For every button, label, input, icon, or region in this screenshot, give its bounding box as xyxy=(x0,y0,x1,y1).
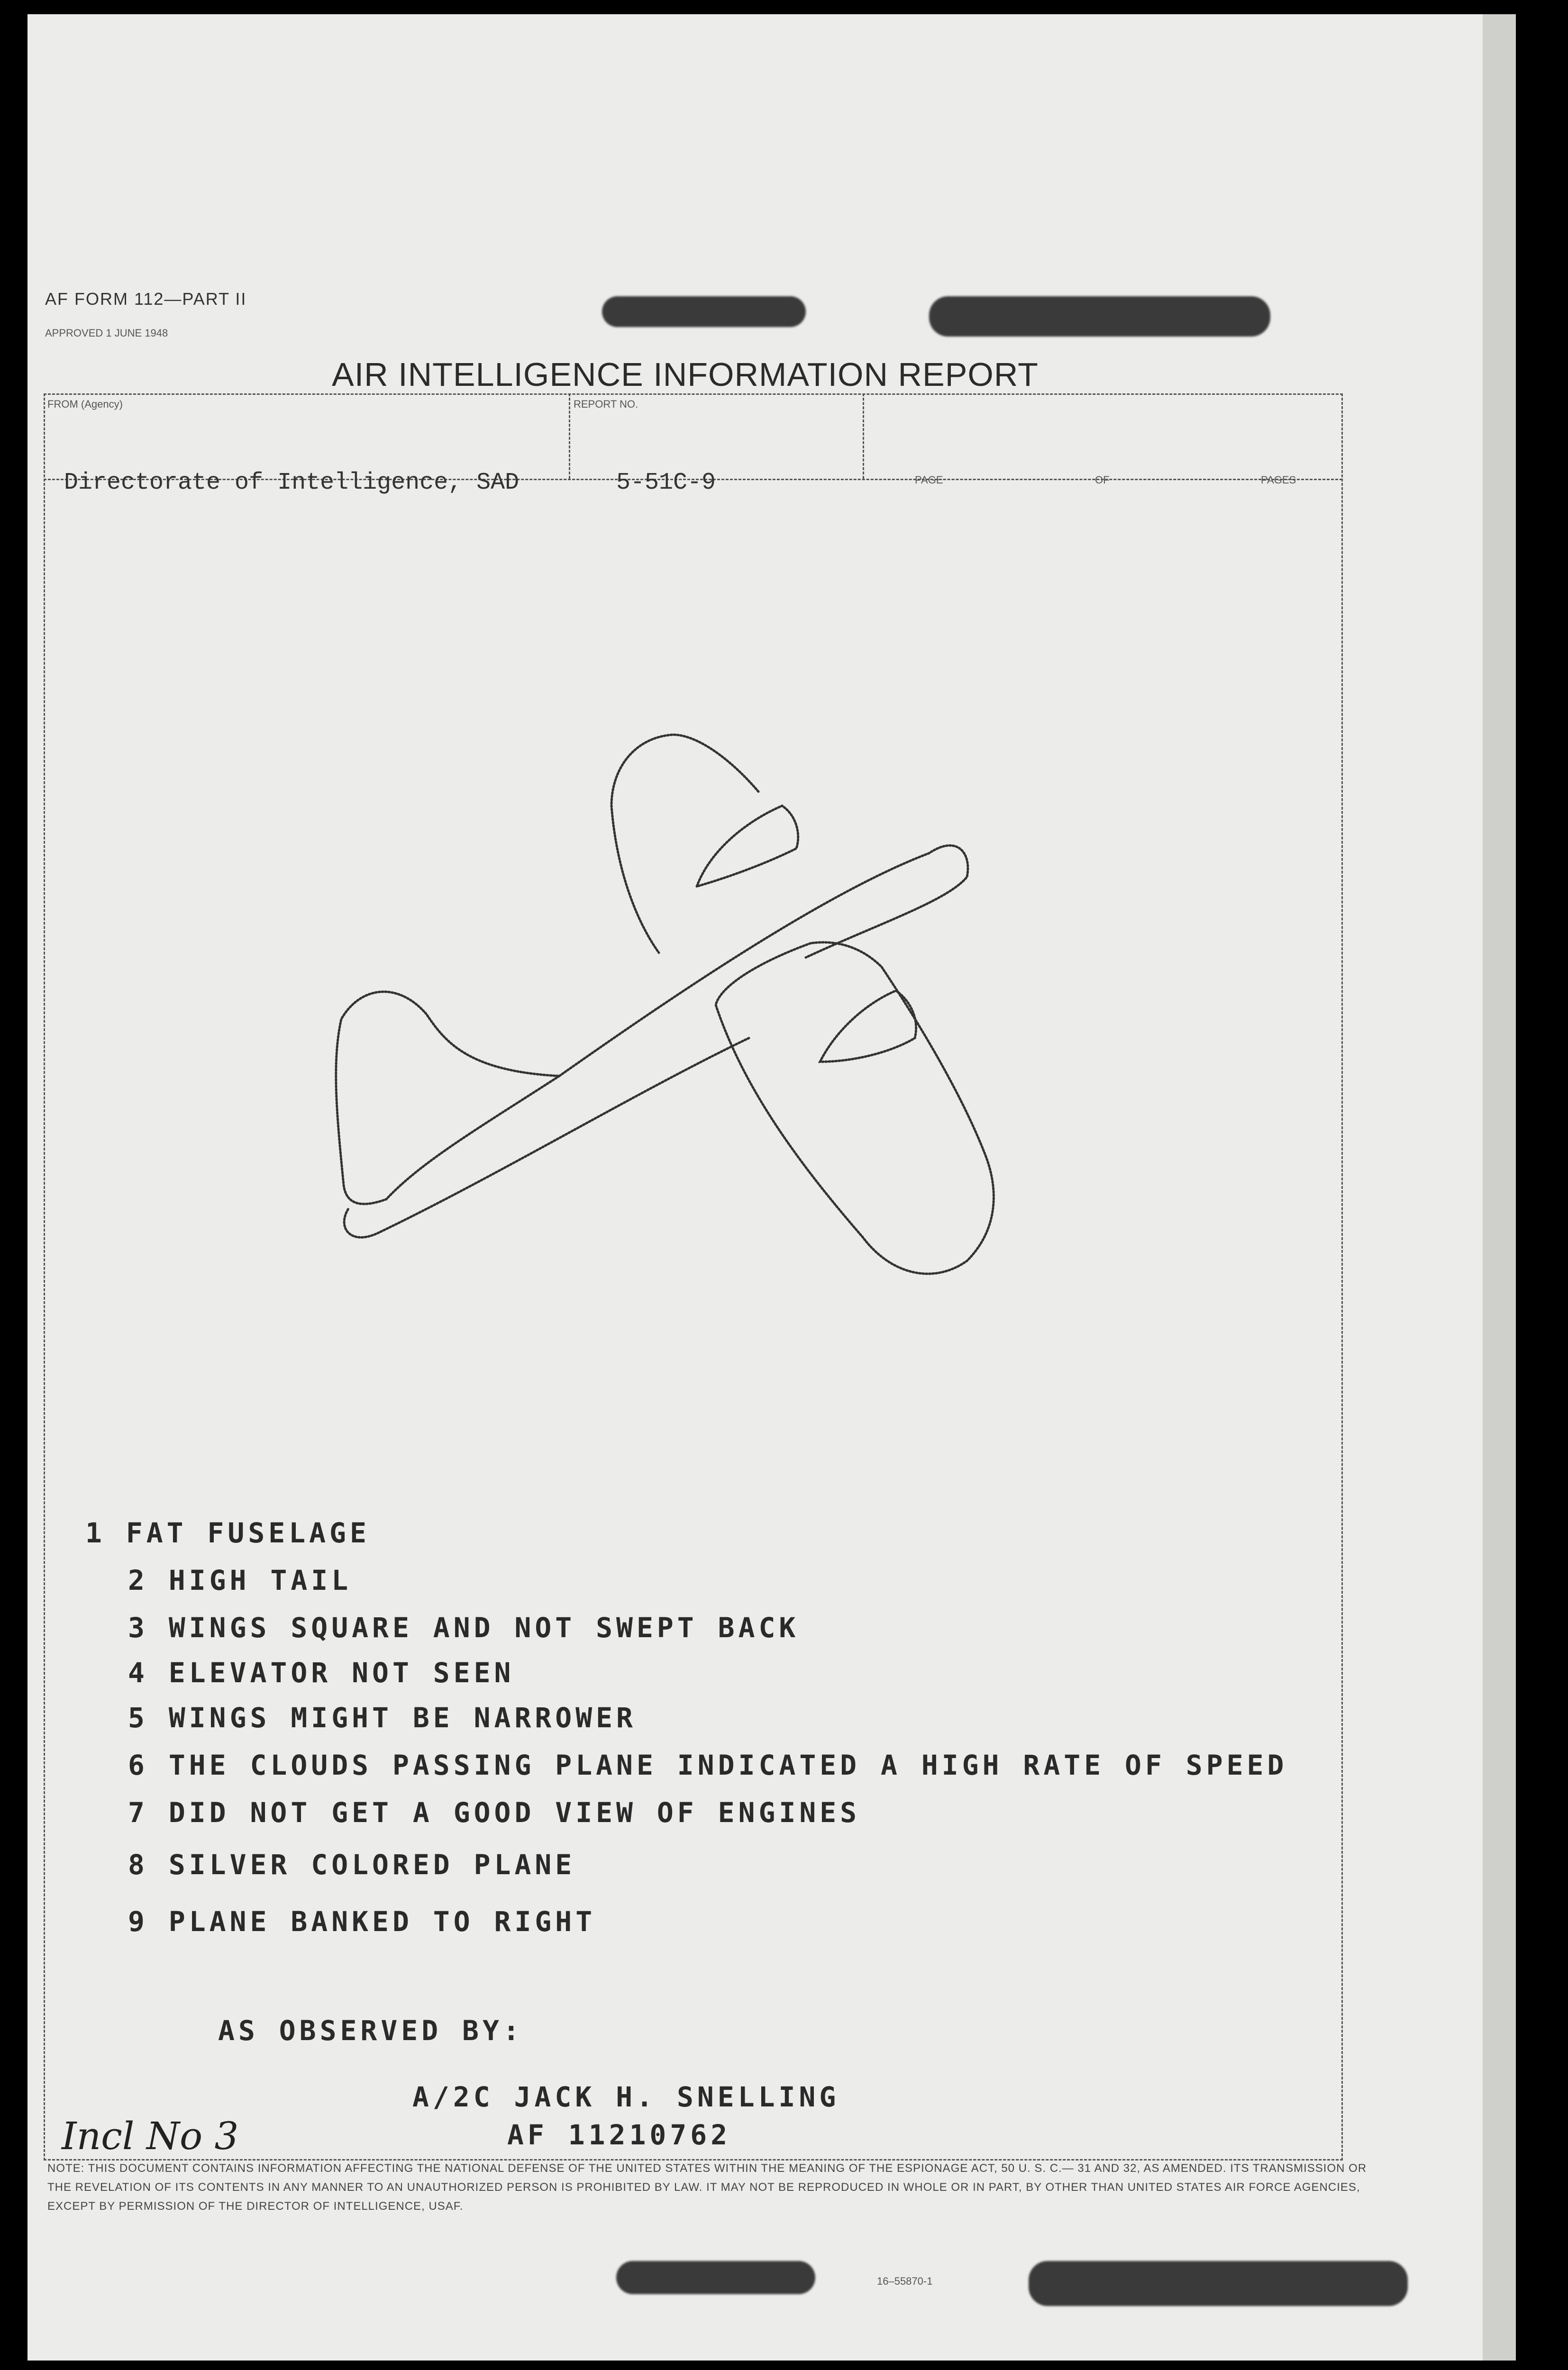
form-title: AIR INTELLIGENCE INFORMATION REPORT xyxy=(332,356,1039,393)
upper-wing xyxy=(611,735,758,953)
footer-form-number: 16–55870-1 xyxy=(877,2275,933,2287)
observation-item-3: 3 WINGS SQUARE AND NOT SWEPT BACK xyxy=(128,1612,800,1644)
handwritten-inclosure-note: Incl No 3 xyxy=(62,2114,239,2158)
report-no-label: REPORT NO. xyxy=(574,398,638,410)
redaction-bottom-classification xyxy=(616,2261,815,2294)
form-id: AF FORM 112—PART II xyxy=(45,289,247,309)
observed-by-label: AS OBSERVED BY: xyxy=(218,2014,523,2047)
from-value: Directorate of Intelligence, SAD xyxy=(64,469,520,496)
report-no-value: 5-51C-9 xyxy=(616,469,716,496)
observer-name: A/2C JACK H. SNELLING xyxy=(412,2081,840,2113)
observation-item-6: 6 THE CLOUDS PASSING PLANE INDICATED A HIGH RATE OF SPEED xyxy=(128,1749,1288,1781)
observation-item-2: 2 HIGH TAIL xyxy=(128,1564,352,1596)
observation-item-8: 8 SILVER COLORED PLANE xyxy=(128,1849,576,1881)
observer-service-number: AF 11210762 xyxy=(507,2119,731,2151)
pages-label: PAGES xyxy=(1261,474,1296,486)
of-label: OF xyxy=(1095,474,1110,486)
observation-item-7: 7 DID NOT GET A GOOD VIEW OF ENGINES xyxy=(128,1796,861,1829)
from-label: FROM (Agency) xyxy=(47,398,123,410)
lower-wing xyxy=(716,942,994,1274)
upper-engine xyxy=(697,806,798,886)
tail-fin xyxy=(336,992,559,1204)
observation-item-1: 1 FAT FUSELAGE xyxy=(85,1517,370,1549)
page-label: PAGE xyxy=(915,474,943,486)
security-notice: NOTE: THIS DOCUMENT CONTAINS INFORMATION AFFECTING THE NATIONAL DEFENSE OF THE UNITED STATES WITHIN THE MEANING OF THE ESPIONAGE ACT, 50 U. S. C.— 31 AND 32, AS AMENDED. ITS TRANSMISSION OR THE REVELATION OF ITS CONTENTS IN ANY MANNER TO AN UNAUTHORIZED PERSON IS PROHIBITED BY LAW. IT MAY NOT BE REPRODUCED IN WHOLE OR IN PART, BY OTHER THAN UNITED STATES AIR FORCE AGENCIES, EXCEPT BY PERMISSION OF THE DIRECTOR OF INTELLIGENCE, USAF. xyxy=(47,2162,1367,2213)
observation-item-9: 9 PLANE BANKED TO RIGHT xyxy=(128,1905,596,1938)
approval-date: APPROVED 1 JUNE 1948 xyxy=(45,327,168,339)
fuselage-bottom xyxy=(344,1038,749,1237)
observation-item-4: 4 ELEVATOR NOT SEEN xyxy=(128,1657,515,1689)
redaction-bottom-right xyxy=(1029,2261,1408,2306)
observation-item-5: 5 WINGS MIGHT BE NARROWER xyxy=(128,1702,637,1734)
lower-engine xyxy=(820,991,916,1062)
